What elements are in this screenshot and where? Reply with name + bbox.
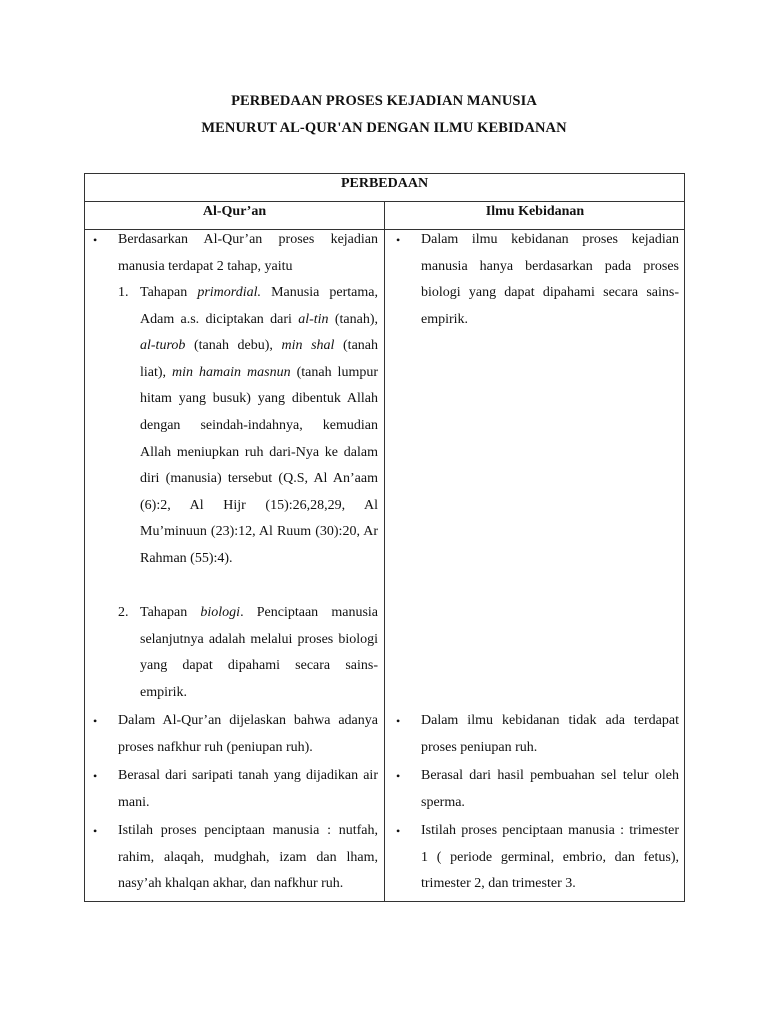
bullet-icon: •	[396, 714, 401, 728]
right-point-4: Istilah proses penciptaan manusia : trimester 1 ( periode germinal, embrio, dan fetus), trimester 2, dan trimester 3.	[421, 823, 679, 892]
bullet-icon: •	[396, 233, 401, 247]
left-stage-2: Tahapan biologi. Penciptaan manusia selanjutnya adalah melalui proses biologi yang dapat dipahami secara sains-empirik.	[140, 605, 379, 700]
left-point-4: Istilah proses penciptaan manusia : nutfah, rahim, alaqah, mudghah, izam dan lham, nasy’ah khalqan akhar, dan nafkhur ruh.	[118, 823, 378, 892]
list-number: 1.	[118, 285, 129, 300]
right-point-1: Dalam ilmu kebidanan proses kejadian manusia hanya berdasarkan pada proses biologi yang dapat dipahami secara sains-empirik.	[421, 232, 679, 327]
list-number: 2.	[118, 605, 129, 620]
table-header: PERBEDAAN	[340, 176, 429, 191]
bullet-icon: •	[396, 824, 401, 838]
bullet-icon: •	[93, 769, 98, 783]
bullet-icon: •	[396, 769, 401, 783]
column-divider	[384, 201, 385, 902]
right-point-2: Dalam ilmu kebidanan tidak ada terdapat proses peniupan ruh.	[421, 713, 679, 755]
document-title-line2: MENURUT AL-QUR'AN DENGAN ILMU KEBIDANAN	[201, 120, 567, 136]
left-point-3: Berasal dari saripati tanah yang dijadikan air mani.	[118, 768, 378, 810]
bullet-icon: •	[93, 824, 98, 838]
bullet-icon: •	[93, 714, 98, 728]
comparison-table	[84, 173, 685, 902]
left-point-2: Dalam Al-Qur’an dijelaskan bahwa adanya proses nafkhur ruh (peniupan ruh).	[118, 713, 378, 755]
column-header-alquran: Al-Qur’an	[202, 204, 267, 219]
left-stage-1: Tahapan primordial. Manusia pertama, Adam a.s. diciptakan dari al-tin (tanah), al-turob (tanah debu), min shal (tanah liat), min hamain masnun (tanah lumpur hitam yang busuk) yang dibentuk Allah dengan seindah-indahnya, kemudian Allah meniupkan ruh dari-Nya ke dalam diri (manusia) tersebut (Q.S, Al An’aam (6):2, Al Hijr (15):26,28,29, Al Mu’minuun (23):12, Al Ruum (30):20, Ar Rahman (55):4).	[140, 285, 379, 566]
document-title-line1: PERBEDAAN PROSES KEJADIAN MANUSIA	[231, 93, 537, 109]
left-point-1: Berdasarkan Al-Qur’an proses kejadian manusia terdapat 2 tahap, yaitu	[118, 232, 378, 274]
right-point-3: Berasal dari hasil pembuahan sel telur oleh sperma.	[421, 768, 679, 810]
bullet-icon: •	[93, 233, 98, 247]
column-header-ilmu-kebidanan: Ilmu Kebidanan	[485, 204, 585, 219]
